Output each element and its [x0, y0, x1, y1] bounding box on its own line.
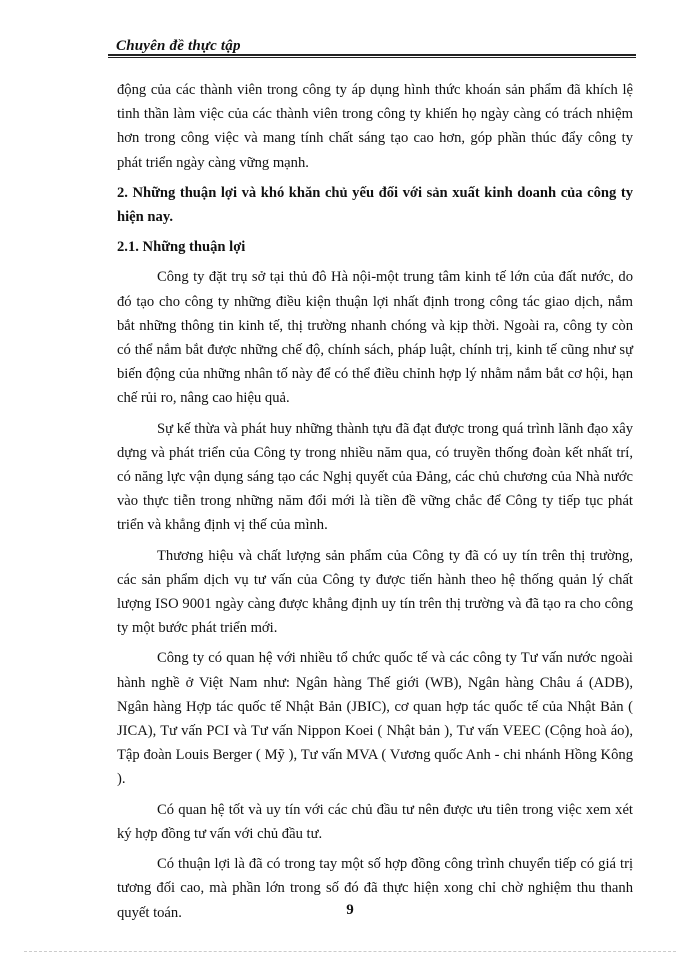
paragraph-location: Công ty đặt trụ sở tại thủ đô Hà nội-một trung tâm kinh tế lớn của đất nước, do đó tạo cho công ty những điều kiện thuận lợi nhất định trong công tác giao dịch, nắm bắt những thông tin kinh tế, thị trường nhanh chóng và kịp thời. Ngoài ra, công ty còn có thể nắm bắt được những chế độ, chính sách, pháp luật, chính trị, kinh tế cũng như sự biến động của những nhân tố này để có thể điều chỉnh hợp lý nhằm nắm bắt cơ hội, hạn chế rủi ro, nâng cao hiệu quả. — [117, 269, 633, 407]
paragraph-continuation: động của các thành viên trong công ty áp dụng hình thức khoán sản phẩm đã khích lệ tinh thần làm việc của các thành viên trong công ty khiến họ ngày càng có trách nhiệm hơn trong công việc và mang tính chất sáng tạo cao hơn, góp phần thúc đẩy công ty phát triển ngày càng vững mạnh. — [117, 82, 633, 171]
section-heading: 2. Những thuận lợi và khó khăn chủ yếu đối với sản xuất kinh doanh của công ty hiện nay. — [117, 184, 633, 226]
paragraph-international-relations: Công ty có quan hệ với nhiều tổ chức quốc tế và các công ty Tư vấn nước ngoài hành nghề ở Việt Nam như: Ngân hàng Thế giới (WB), Ngân hàng Châu á (ADB), Ngân hàng Hợp tác quốc tế Nhật Bản (JBIC), cơ quan hợp tác quốc tế của Nhật Bản ( JICA), Tư vấn PCI và Tư vấn Nippon Koei ( Nhật bản ), Tư vấn VEEC (Cộng hoà áo), Tập đoàn Louis Berger ( Mỹ ), Tư vấn MVA ( Vương quốc Anh - chi nhánh Hồng Kông ). — [117, 650, 633, 788]
paragraph-contracts: Có thuận lợi là đã có trong tay một số hợp đồng công trình chuyển tiếp có giá trị tương đối cao, mà phần lớn trong số đó đã thực hiện xong chỉ chờ nghiệm thu thanh quyết toán. — [117, 856, 633, 921]
header-title: Chuyên đề thực tập — [116, 38, 241, 54]
paragraph-brand: Thương hiệu và chất lượng sản phẩm của Công ty đã có uy tín trên thị trường, các sản phẩm dịch vụ tư vấn của Công ty được tiến hành theo hệ thống quản lý chất lượng ISO 9001 ngày càng được khẳng định uy tín trên thị trường và đã tạo ra cho công ty một bước phát triển mới. — [117, 547, 633, 637]
footer-rule — [24, 951, 676, 952]
document-body — [117, 78, 633, 931]
paragraph-investor-relations: Có quan hệ tốt và uy tín với các chủ đầu tư nên được ưu tiên trong việc xem xét ký hợp đồng tư vấn với chủ đầu tư. — [117, 801, 633, 842]
header-rule — [108, 54, 636, 58]
subsection-heading: 2.1. Những thuận lợi — [117, 239, 246, 256]
paragraph-tradition: Sự kế thừa và phát huy những thành tựu đã đạt được trong quá trình lãnh đạo xây dựng và phát triển của Công ty trong nhiều năm qua, có truyền thống đoàn kết nhất trí, có năng lực vận dụng sáng tạo các Nghị quyết của Đảng, các chủ chương của Nhà nước vào thực tiễn trong những năm đổi mới là tiền đề vững chắc để Công ty tiếp tục phát triển và khẳng định vị thế của mình. — [117, 420, 633, 534]
page-number: 9 — [346, 902, 354, 918]
